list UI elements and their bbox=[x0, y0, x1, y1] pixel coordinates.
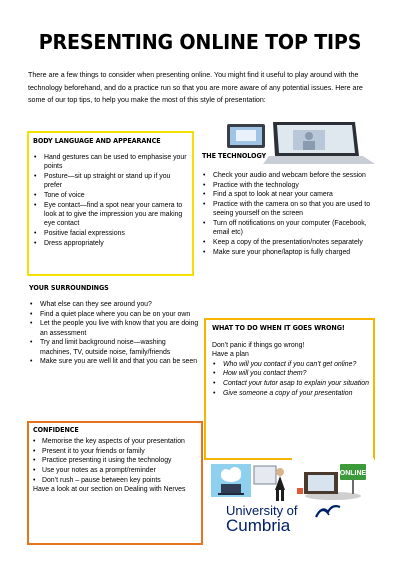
confidence-section bbox=[27, 421, 203, 545]
list-item: • Tone of voice bbox=[33, 191, 188, 200]
list-item: • Practice with the camera on so that you are used to seeing yourself on the screen bbox=[202, 200, 376, 219]
list-item: • Find a quiet place where you can be on your own bbox=[29, 310, 199, 319]
surroundings-list bbox=[29, 300, 199, 367]
list-item: • Make sure your phone/laptop is fully charged bbox=[202, 248, 376, 257]
goes-wrong-heading: WHAT TO DO WHEN IT GOES WRONG! bbox=[212, 324, 345, 332]
confidence-footer: Have a look at our section on Dealing with Nerves bbox=[33, 486, 186, 494]
logo-line-1: University of bbox=[226, 503, 298, 518]
list-item: • Use your notes as a prompt/reminder bbox=[33, 466, 197, 475]
list-item: • Eye contact—find a spot near your camera to look at to give the impression you are making eye contact bbox=[33, 201, 188, 229]
goes-wrong-text: Have a plan bbox=[212, 351, 249, 359]
list-item: • Positive facial expressions bbox=[33, 229, 188, 238]
list-item: • Try and limit background noise—washing machines, TV, outside noise, family/friends bbox=[29, 338, 199, 357]
online-sign-image bbox=[292, 458, 374, 500]
intro-paragraph: There are a few things to consider when presenting online. You might find it useful to play around with the technology beforehand, and do a practice run so that you are more aware of any potential issues. Here are some of our top tips, to help you make the most of this style of presentation: bbox=[28, 71, 363, 105]
body-language-heading: BODY LANGUAGE AND APPEARANCE bbox=[33, 137, 161, 145]
surroundings-heading: YOUR SURROUNDINGS bbox=[29, 284, 109, 292]
page-title: PRESENTING ONLINE TOP TIPS bbox=[38, 30, 362, 54]
surroundings-section bbox=[29, 284, 199, 367]
list-item: • Turn off notifications on your computer (Facebook, email etc) bbox=[202, 219, 376, 238]
logo-mark-icon bbox=[314, 503, 342, 519]
list-item: • Present it to your friends or family bbox=[33, 447, 197, 456]
confidence-heading: CONFIDENCE bbox=[33, 426, 79, 434]
list-item: • Contact your tutor asap to explain your situation bbox=[212, 379, 369, 388]
body-language-section bbox=[27, 131, 194, 276]
goes-wrong-section bbox=[204, 318, 375, 460]
presenter-image bbox=[253, 462, 289, 502]
list-item: • Check your audio and webcam before the session bbox=[202, 171, 376, 180]
cloud-laptop-image bbox=[211, 464, 251, 497]
technology-heading: THE TECHNOLOGY bbox=[202, 152, 267, 160]
tablet-hand-image bbox=[221, 120, 273, 152]
list-item: • Find a spot to look at near your camera bbox=[202, 190, 376, 199]
list-item: • Make sure you are well lit and that you can be seen bbox=[29, 357, 199, 366]
list-item: • Don’t rush – pause between key points bbox=[33, 476, 197, 485]
list-item: • How will you contact them? bbox=[212, 369, 369, 378]
list-item: • Give someone a copy of your presentation bbox=[212, 389, 369, 398]
body-language-list bbox=[33, 153, 188, 248]
list-item: • Hand gestures can be used to emphasise your points bbox=[33, 153, 188, 172]
list-item: • Dress appropriately bbox=[33, 239, 188, 248]
university-logo bbox=[224, 503, 374, 541]
list-item: • Practice with the technology bbox=[202, 181, 376, 190]
goes-wrong-text: Don’t panic if things go wrong! bbox=[212, 342, 305, 349]
list-item: • Who will you contact if you can’t get online? bbox=[212, 360, 369, 369]
list-item: • Practice presenting it using the technology bbox=[33, 456, 197, 465]
online-sign-text: ONLINE bbox=[339, 470, 367, 477]
list-item: • Keep a copy of the presentation/notes separately bbox=[202, 238, 376, 247]
logo-line-2: Cumbria bbox=[226, 516, 291, 535]
list-item: • What else can they see around you? bbox=[29, 300, 199, 309]
confidence-list bbox=[33, 437, 197, 485]
goes-wrong-list bbox=[212, 360, 369, 398]
technology-list bbox=[202, 171, 376, 257]
list-item: • Let the people you live with know that you are doing an assessment bbox=[29, 319, 199, 338]
list-item: • Memorise the key aspects of your presentation bbox=[33, 437, 197, 446]
list-item: • Posture—sit up straight or stand up if you prefer bbox=[33, 172, 188, 191]
technology-section bbox=[202, 152, 376, 257]
